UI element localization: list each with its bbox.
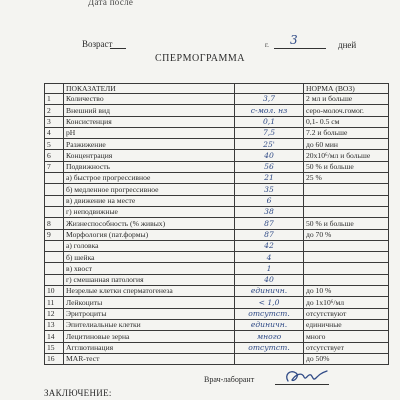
row-number: 7 xyxy=(45,161,64,172)
indicator-cell: Консистенция xyxy=(64,116,235,127)
table-row xyxy=(45,173,389,184)
page-title: СПЕРМОГРАММА xyxy=(155,53,245,64)
norm-cell: 25 % xyxy=(304,173,389,184)
table-row xyxy=(45,94,389,105)
day-value: 3 xyxy=(290,33,298,47)
row-number xyxy=(45,184,64,195)
indicator-cell: Агглютинация xyxy=(64,342,235,353)
result-cell xyxy=(235,353,304,364)
norm-cell: 20x10⁶/мл и больше xyxy=(304,150,389,161)
indicator-cell: Разжижение xyxy=(64,139,235,150)
header-result xyxy=(235,84,304,94)
table-row xyxy=(45,150,389,161)
row-number: 16 xyxy=(45,353,64,364)
table-row xyxy=(45,286,389,297)
indicator-cell: Эритроциты xyxy=(64,308,235,319)
result-cell: 21 xyxy=(235,173,304,184)
norm-cell: единичные xyxy=(304,319,389,330)
row-number: 9 xyxy=(45,229,64,240)
table-header-row xyxy=(45,84,389,94)
spermogram-table xyxy=(44,83,389,365)
row-number: 10 xyxy=(45,286,64,297)
indicator-cell: б) шейка xyxy=(64,252,235,263)
age-fill-line xyxy=(110,48,126,49)
indicator-cell: Внешний вид xyxy=(64,105,235,116)
table-row xyxy=(45,105,389,116)
norm-cell: 2 мл и больше xyxy=(304,94,389,105)
table-row xyxy=(45,240,389,251)
result-cell: с-мол. нз xyxy=(235,105,304,116)
table-row xyxy=(45,218,389,229)
row-number: 5 xyxy=(45,139,64,150)
table-row xyxy=(45,206,389,217)
result-cell: 87 xyxy=(235,218,304,229)
row-number: 4 xyxy=(45,127,64,138)
row-number xyxy=(45,206,64,217)
indicator-cell: г) смешанная патология xyxy=(64,274,235,285)
row-number: 15 xyxy=(45,342,64,353)
norm-cell: 50 % и больше xyxy=(304,218,389,229)
row-number: 11 xyxy=(45,297,64,308)
norm-cell: до 50% xyxy=(304,353,389,364)
indicator-cell: а) головка xyxy=(64,240,235,251)
norm-cell xyxy=(304,240,389,251)
row-number: 8 xyxy=(45,218,64,229)
result-cell: отсутст. xyxy=(235,308,304,319)
row-number: 1 xyxy=(45,94,64,105)
norm-cell xyxy=(304,206,389,217)
header-norm: НОРМА (ВОЗ) xyxy=(304,84,389,94)
row-number xyxy=(45,173,64,184)
table-row xyxy=(45,263,389,274)
norm-cell: отсутствует xyxy=(304,342,389,353)
result-cell: 38 xyxy=(235,206,304,217)
result-cell: 7,5 xyxy=(235,127,304,138)
signature-scribble xyxy=(282,365,330,387)
indicator-cell: Жизнеспособность (% живых) xyxy=(64,218,235,229)
indicator-cell: Лейкоциты xyxy=(64,297,235,308)
indicator-cell: в) движение на месте xyxy=(64,195,235,206)
norm-cell: отсутствуют xyxy=(304,308,389,319)
days-label: дней xyxy=(338,40,357,50)
indicator-cell: Концентрация xyxy=(64,150,235,161)
result-cell: 1 xyxy=(235,263,304,274)
norm-cell: 7.2 и больше xyxy=(304,127,389,138)
result-cell: отсутст. xyxy=(235,342,304,353)
table-row xyxy=(45,252,389,263)
indicator-cell: б) медленное прогрессивное xyxy=(64,184,235,195)
norm-cell: до 10 % xyxy=(304,286,389,297)
result-cell: единичн. xyxy=(235,286,304,297)
norm-cell: 50 % и больше xyxy=(304,161,389,172)
row-number: 6 xyxy=(45,150,64,161)
indicator-cell: в) хвост xyxy=(64,263,235,274)
indicator-cell: Подвижность xyxy=(64,161,235,172)
norm-cell: до 70 % xyxy=(304,229,389,240)
row-number: 3 xyxy=(45,116,64,127)
table-row xyxy=(45,161,389,172)
cut-off-header: Дата после xyxy=(88,0,134,7)
norm-cell: до 1x10⁶/мл xyxy=(304,297,389,308)
result-cell: 4 xyxy=(235,252,304,263)
conclusion-label: ЗАКЛЮЧЕНИЕ: xyxy=(44,388,112,398)
header-indicators: ПОКАЗАТЕЛИ xyxy=(64,84,235,94)
norm-cell: 0,1- 0.5 см xyxy=(304,116,389,127)
indicator-cell: Лецитиновые зерна xyxy=(64,331,235,342)
result-cell: 87 xyxy=(235,229,304,240)
result-cell: 0,1 xyxy=(235,116,304,127)
indicator-cell: Эпителиальные клетки xyxy=(64,319,235,330)
indicator-cell: а) быстрое прогрессивное xyxy=(64,173,235,184)
norm-cell: серо-молоч.гомог. xyxy=(304,105,389,116)
table-row xyxy=(45,353,389,364)
result-cell: < 1,0 xyxy=(235,297,304,308)
norm-cell xyxy=(304,195,389,206)
norm-cell: много xyxy=(304,331,389,342)
row-number xyxy=(45,274,64,285)
row-number xyxy=(45,252,64,263)
indicator-cell: MAR-тест xyxy=(64,353,235,364)
result-cell: 25' xyxy=(235,139,304,150)
result-cell: единичн. xyxy=(235,319,304,330)
table-row xyxy=(45,274,389,285)
norm-cell xyxy=(304,184,389,195)
table-body xyxy=(45,94,389,365)
norm-cell xyxy=(304,263,389,274)
indicator-cell: Количество xyxy=(64,94,235,105)
day-label: г. xyxy=(265,41,269,49)
table-row xyxy=(45,116,389,127)
result-cell: 56 xyxy=(235,161,304,172)
header-num xyxy=(45,84,64,94)
table-row xyxy=(45,342,389,353)
table-row xyxy=(45,308,389,319)
result-cell: много xyxy=(235,331,304,342)
table-row xyxy=(45,127,389,138)
norm-cell: до 60 мин xyxy=(304,139,389,150)
result-cell: 3,7 xyxy=(235,94,304,105)
indicator-cell: Незрелые клетки сперматогенеза xyxy=(64,286,235,297)
norm-cell xyxy=(304,252,389,263)
row-number: 2 xyxy=(45,105,64,116)
row-number: 12 xyxy=(45,308,64,319)
table-row xyxy=(45,139,389,150)
result-cell: 40 xyxy=(235,274,304,285)
table-row xyxy=(45,229,389,240)
table-row xyxy=(45,297,389,308)
row-number: 13 xyxy=(45,319,64,330)
row-number xyxy=(45,263,64,274)
indicator-cell: pH xyxy=(64,127,235,138)
lab-doctor-label: Врач-лаборант xyxy=(204,375,255,384)
norm-cell xyxy=(304,274,389,285)
day-fill-line xyxy=(274,48,326,49)
row-number xyxy=(45,195,64,206)
table-row xyxy=(45,195,389,206)
age-label: Возраст xyxy=(82,39,113,49)
row-number: 14 xyxy=(45,331,64,342)
indicator-cell: Морфология (пат.формы) xyxy=(64,229,235,240)
row-number xyxy=(45,240,64,251)
result-cell: 42 xyxy=(235,240,304,251)
table-row xyxy=(45,184,389,195)
result-cell: 6 xyxy=(235,195,304,206)
indicator-cell: г) неподвижные xyxy=(64,206,235,217)
table-row xyxy=(45,319,389,330)
table-row xyxy=(45,331,389,342)
result-cell: 40 xyxy=(235,150,304,161)
result-cell: 35 xyxy=(235,184,304,195)
